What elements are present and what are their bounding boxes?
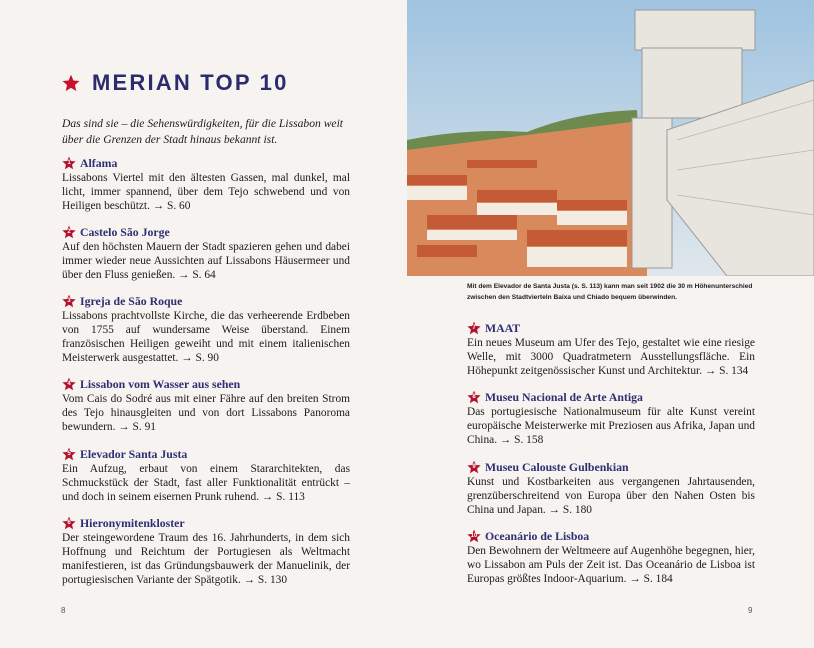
section-title [62, 70, 289, 96]
numbered-star-icon: 6 [62, 516, 76, 530]
entry-text: Lissabons prachtvollste Kirche, die das verheerende Erdbeben von 1755 auf wundersame Weise überstand. Einem französischen Heiligen geweiht und mit einem italienischen Meisterwerk ausgestattet. → S. 90 [62, 310, 350, 364]
entry-text: Auf den höchsten Mauern der Stadt spazieren gehen und dabei immer wieder neue Aussichten auf Lissabons Häusermeer und über den Fluss genießen. → S. 64 [62, 241, 350, 281]
entry-text: Vom Cais do Sodré aus mit einer Fähre auf den breiten Strom des Tejo hinausgleiten und von dort Lissabons Panoroma bewundern. → S. 91 [62, 393, 350, 433]
entry-title: Oceanário de Lisboa [485, 528, 590, 543]
entry-title: Museu Nacional de Arte Antiga [485, 389, 643, 404]
numbered-star-icon: 2 [62, 225, 76, 239]
entry-text: Den Bewohnern der Weltmeere auf Augenhöhe begegnen, hier, wo Lissabon am Puls der Zeit ist. Das Oceanário de Lisboa ist Europas größtes Indoor-Aquarium. → S. 184 [467, 545, 755, 585]
entry-title: Museu Calouste Gulbenkian [485, 459, 629, 474]
entry-title: Hieronymitenkloster [80, 515, 185, 530]
top-entry-4 [62, 376, 350, 434]
numbered-star-icon: 5 [62, 447, 76, 461]
elevador-photo [407, 0, 814, 276]
page-number: 9 [748, 606, 753, 615]
top-entry-9 [467, 459, 755, 517]
top-entry-10 [467, 528, 755, 586]
intro-text: Das sind sie – die Sehenswürdigkeiten, für die Lissabon weit über die Grenzen der Stadt hinaus bekannt ist. [62, 117, 344, 146]
top-entry-3 [62, 293, 350, 365]
star-icon [62, 74, 80, 92]
top-entry-7 [467, 320, 755, 378]
entry-text: Kunst und Kostbarkeiten aus vergangenen Jahrtausenden, grenzüberschreitend von Europa über den Nahen Osten bis China und Japan. → S. 180 [467, 476, 755, 516]
numbered-star-icon: 10 [467, 529, 481, 543]
entry-title: Lissabon vom Wasser aus sehen [80, 376, 241, 391]
entry-text: Ein neues Museum am Ufer des Tejo, gestaltet wie eine riesige Welle, mit 3000 Quadratmetern Ausstellungsfläche. Ein Höhepunkt zeitgenössischer Kunst und Architektur. → S. 134 [467, 337, 755, 377]
numbered-star-icon: 9 [467, 460, 481, 474]
numbered-star-icon: 7 [467, 321, 481, 335]
photo-caption: Mit dem Elevador de Santa Justa (s. S. 113) kann man seit 1902 die 30 m Höhenunterschied zwischen den Stadtvierteln Baixa und Chiado bequem überwinden. [467, 283, 753, 301]
numbered-star-icon: 8 [467, 390, 481, 404]
entry-title: Alfama [80, 155, 118, 170]
entry-text: Ein Aufzug, erbaut von einem Stararchitekten, das Schmuckstück der Stadt, fast aller Funktionalität entrückt – und doch in seinem eisernen Prunk ruhend. → S. 113 [62, 463, 350, 503]
top-entry-6 [62, 515, 350, 587]
numbered-star-icon: 1 [62, 156, 76, 170]
right-page [407, 0, 814, 648]
top-entry-8 [467, 389, 755, 447]
entry-text: Das portugiesische Nationalmuseum für alte Kunst vereint europäische Meisterwerke mit Preziosen aus Afrika, Japan und China. → S. 158 [467, 406, 755, 446]
entry-title: Castelo São Jorge [80, 224, 170, 239]
photo-illustration [407, 0, 814, 276]
entry-title: Igreja de São Roque [80, 293, 183, 308]
numbered-star-icon: 3 [62, 294, 76, 308]
top-entry-2 [62, 224, 350, 282]
entry-text: Der steingewordene Traum des 16. Jahrhunderts, in dem sich Hoffnung und Reichtum der Portugiesen als Weltmacht manifestieren, ist das Gründungsbauwerk der Manuelinik, der portugiesischen Variante der Spätgotik. → S. 130 [62, 532, 350, 586]
entry-title: MAAT [485, 320, 521, 335]
page-number: 8 [61, 606, 66, 615]
top-entry-5 [62, 446, 350, 504]
numbered-star-icon: 4 [62, 377, 76, 391]
entry-text: Lissabons Viertel mit den ältesten Gassen, mal dunkel, mal licht, immer spannend, über dem Tejo schwebend und von Heiligen beschützt. → S. 60 [62, 172, 350, 212]
page-title: MERIAN TOP 10 [92, 70, 289, 95]
entry-title: Elevador Santa Justa [80, 446, 188, 461]
top-entry-1 [62, 155, 350, 213]
